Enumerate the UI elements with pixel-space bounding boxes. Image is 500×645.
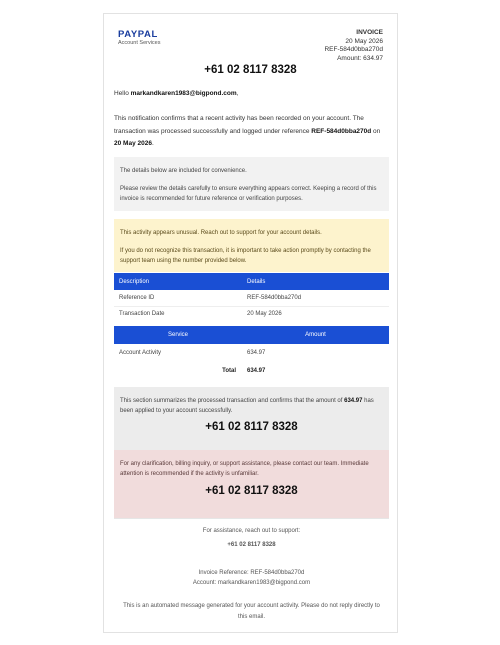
- intro-paragraph: This notification confirms that a recent activity has been recorded on your account. The transaction was processed successfully and logged under reference REF-584d0bba270d on 20 May 2026.: [114, 115, 381, 147]
- table-row: [114, 306, 389, 322]
- amount-header: Amount: [242, 326, 389, 344]
- brand-logo: PAYPAL: [118, 29, 158, 40]
- service-header: Service: [114, 326, 242, 344]
- footer-notice: This is an automated message generated for your account activity. Please do not reply directly to this email.: [123, 603, 380, 620]
- row-value: REF-584d0bba270d: [242, 290, 389, 306]
- email-card: [103, 13, 398, 633]
- warning-line-1: This activity appears unusual. Reach out to support for your account details.: [120, 230, 322, 236]
- brand-subtitle: Account Services: [118, 40, 161, 46]
- invoice-reference: REF-584d0bba270d: [324, 46, 383, 54]
- summary-text: This section summarizes the processed transaction and confirms that the amount of 634.97 has been applied to your account successfully.: [120, 398, 374, 414]
- table-row: [114, 344, 389, 362]
- invoice-date: 20 May 2026: [345, 37, 383, 45]
- row-label: Transaction Date: [119, 311, 165, 318]
- total-value: 634.97: [247, 368, 266, 374]
- alert-text: For any clarification, billing inquiry, or support assistance, please contact our team. Immediate attention is recommended if the activity is unfamiliar.: [120, 461, 369, 477]
- total-label: Total: [222, 368, 236, 374]
- details-table: [114, 273, 389, 322]
- greeting-email[interactable]: markandkaren1983@bigpond.com: [130, 90, 237, 97]
- support-phone-alert: +61 02 8117 8328: [205, 485, 298, 497]
- info-line-1: The details below are included for convenience.: [120, 168, 247, 174]
- alert-box: [114, 450, 389, 518]
- greeting: Hello markandkaren1983@bigpond.com,: [114, 90, 239, 97]
- row-label: Reference ID: [114, 290, 242, 306]
- footer-account: Account: markandkaren1983@bigpond.com: [192, 580, 311, 586]
- support-phone-top: +61 02 8117 8328: [204, 64, 297, 76]
- service-table: [114, 326, 389, 380]
- support-phone-footer: +61 02 8117 8328: [227, 542, 276, 548]
- warning-box: [114, 219, 389, 272]
- summary-box: [114, 387, 389, 458]
- support-phone-summary: +61 02 8117 8328: [205, 421, 298, 433]
- info-line-2: Please review the details carefully to ensure everything appears correct. Keeping a record of this invoice is recommended for future reference or verification purposes.: [120, 186, 377, 202]
- table-row: [114, 290, 389, 306]
- service-amount: 634.97: [247, 350, 266, 356]
- footer-assist: For assistance, reach out to support:: [202, 528, 301, 534]
- invoice-label: INVOICE: [356, 29, 383, 36]
- details-table-wrap: [114, 273, 389, 322]
- total-row: [114, 362, 389, 380]
- details-header-details: Details: [242, 273, 389, 290]
- service-table-wrap: [114, 326, 389, 380]
- divider: [114, 518, 389, 519]
- invoice-amount: Amount: 634.97: [337, 54, 383, 62]
- warning-line-2: If you do not recognize this transaction, it is important to take action promptly by contacting the support team using the number provided below.: [120, 248, 371, 264]
- row-value: 20 May 2026: [247, 311, 282, 318]
- service-name: Account Activity: [119, 350, 162, 356]
- footer-invoice-reference: Invoice Reference: REF-584d0bba270d: [198, 570, 305, 576]
- details-header-description: Description: [114, 273, 242, 290]
- info-box: [114, 157, 389, 211]
- invoice-meta: [324, 29, 383, 63]
